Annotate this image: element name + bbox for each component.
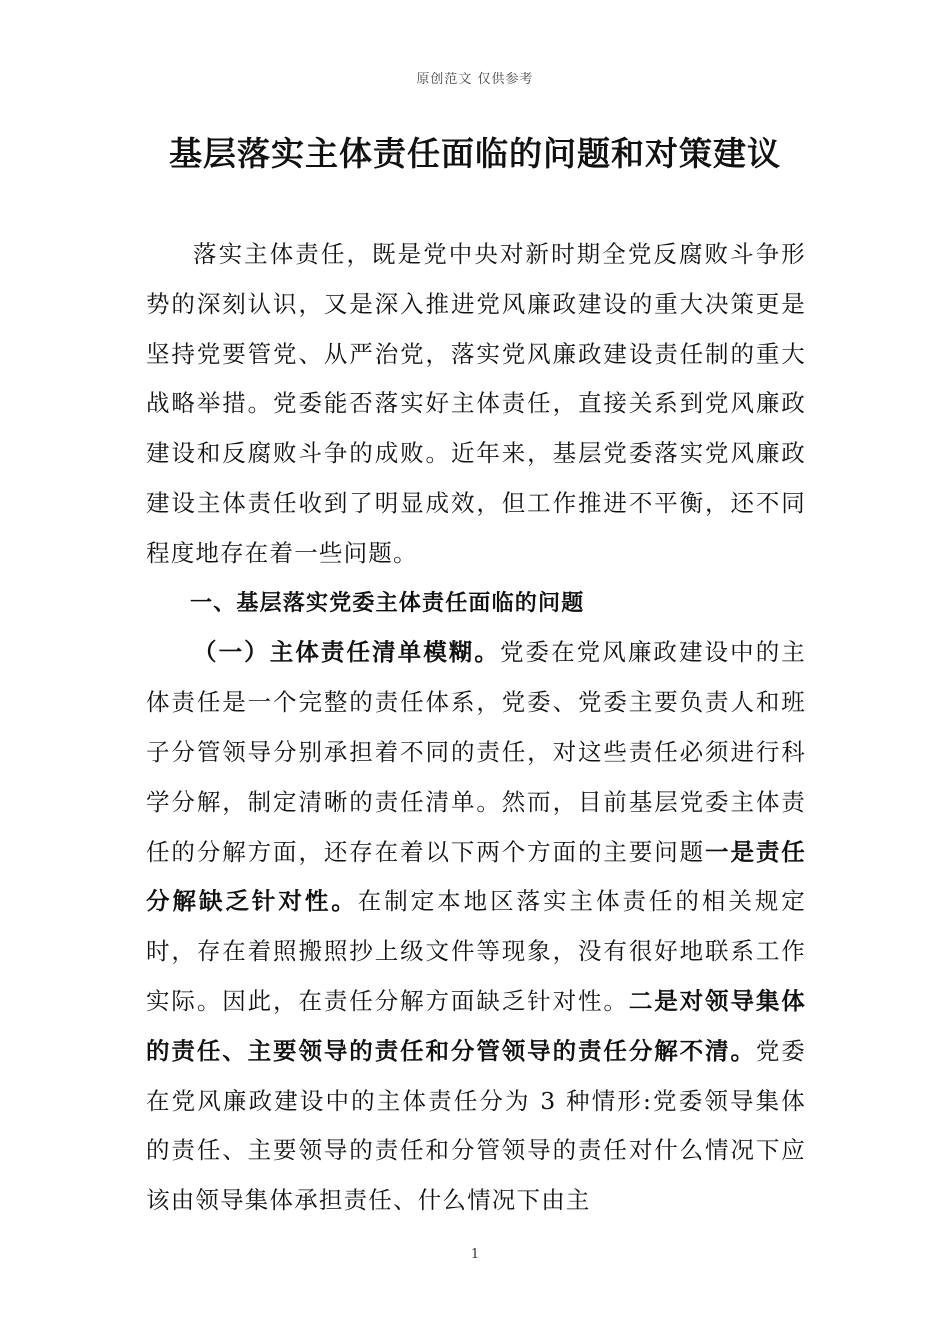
header-note: 原创范文 仅供参考 <box>416 72 534 87</box>
point-one-text: 在制定本地区落实主体责任的相关规定时，存在着照搬照抄上级文件等现象，没有很好地联系工作实际。因此，在责任分解方面缺乏针对性。 <box>146 887 806 1015</box>
section-heading: 一、基层落实党委主体责任面临的问题 <box>190 590 585 616</box>
intro-paragraph: 落实主体责任，既是党中央对新时期全党反腐败斗争形势的深刻认识，又是深入推进党风廉政建设的重大决策更是坚持党要管党、从严治党，落实党风廉政建设责任制的重大战略举措。党委能否落实好主体责任，直接关系到党风廉政建设和反腐败斗争的成败。近年来，基层党委落实党风廉政建设主体责任收到了明显成效，但工作推进不平衡，还不同程度地存在着一些问题。 <box>146 240 806 567</box>
subsection-lead: （一）主体责任清单模糊。 <box>193 638 500 667</box>
point-one-bold: 一是责任分解缺乏针对性。 <box>146 837 806 916</box>
point-two-text: 党委在党风廉政建设中的主体责任分为 3 种情形:党委领导集体的责任、主要领导的责任和分管领导的责任对什么情况下应该由领导集体承担责任、什么情况下由主 <box>146 1036 806 1215</box>
problem-paragraph <box>146 628 806 1226</box>
document-body <box>146 230 806 1226</box>
point-two-bold: 二是对领导集体的责任、主要领导的责任和分管领导的责任分解不清。 <box>146 986 806 1065</box>
page-number: 1 <box>470 1247 480 1262</box>
document-title: 基层落实主体责任面临的问题和对策建议 <box>169 134 781 173</box>
paragraph-text: 党委在党风廉政建设中的主体责任是一个完整的责任体系，党委、党委主要负责人和班子分管领导分别承担着不同的责任，对这些责任必须进行科学分解，制定清晰的责任清单。然而，目前基层党委主体责任的分解方面，还存在着以下两个方面的主要问题 <box>146 638 806 866</box>
